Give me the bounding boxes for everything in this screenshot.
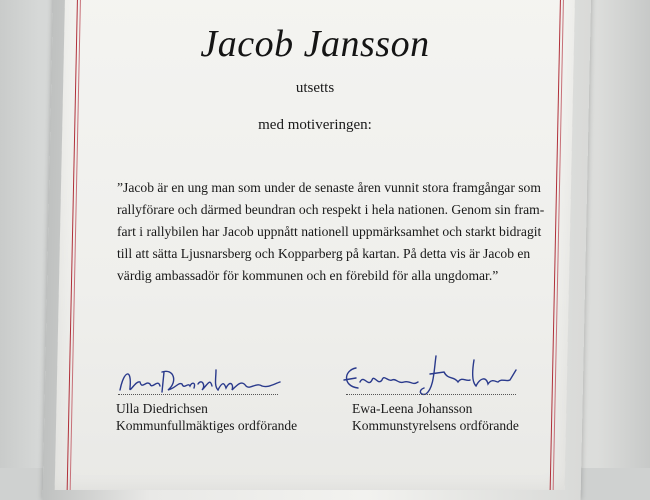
right-signatory-name: Ewa-Leena Johansson	[352, 401, 473, 416]
right-signatory	[352, 400, 519, 434]
motivation-heading: med motiveringen:	[258, 117, 372, 133]
quote-line: värdig ambassadör för kommunen och en förebild för alla ungdomar.”	[117, 268, 499, 283]
left-signatory-title: Kommunfullmäktiges ordförande	[116, 418, 298, 433]
awarded-text: utsetts	[295, 80, 335, 96]
right-signatory-title: Kommunstyrelsens ordförande	[352, 418, 519, 433]
quote-line: fart i rallybilen har Jacob uppnått nationell uppmärksamhet och starkt bidragit	[117, 224, 542, 239]
left-signature-line	[118, 393, 278, 395]
quote-line: rallyförare och därmed beundran och respekt i hela nationen. Genom sin fram-	[117, 202, 545, 217]
right-signature-line	[346, 393, 516, 395]
left-signatory	[116, 400, 297, 434]
quote-line: till att sätta Ljusnarsberg och Kopparberg på kartan. På detta vis är Jacob en	[117, 246, 531, 261]
motivation-quote	[117, 177, 547, 287]
quote-line: ”Jacob är en ung man som under de senaste åren vunnit stora framgångar som	[117, 180, 541, 195]
left-signatory-name: Ulla Diedrichsen	[116, 401, 208, 416]
recipient-name: Jacob Jansson	[200, 23, 430, 65]
